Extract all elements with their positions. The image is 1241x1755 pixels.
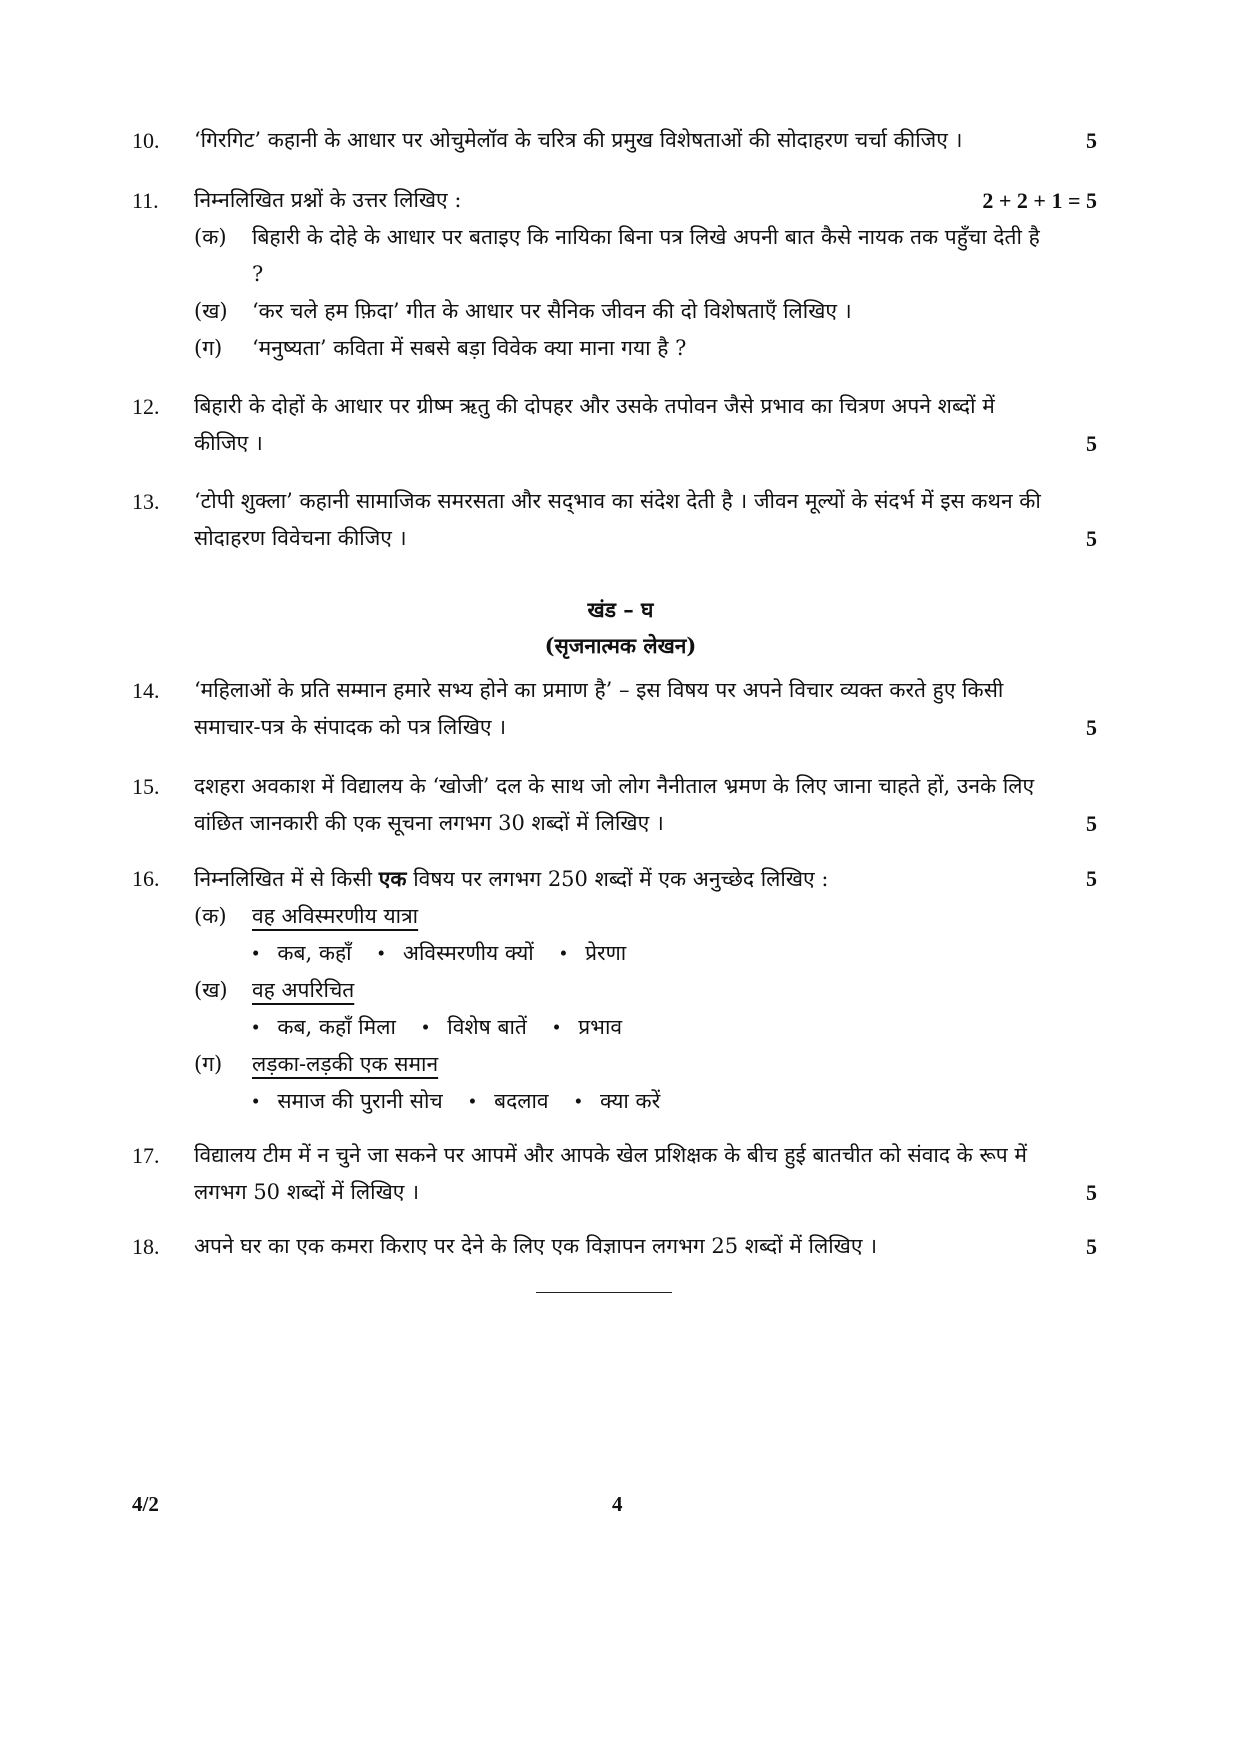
sub-question	[194, 219, 1051, 293]
question-18	[132, 1228, 1097, 1265]
topic-option	[194, 898, 1051, 935]
sub-question-label: (ख)	[194, 299, 228, 323]
sub-question	[194, 293, 1051, 330]
question-text: अपने घर का एक कमरा किराए पर देने के लिए एक विज्ञापन लगभग 25 शब्दों में लिखिए ।	[194, 1234, 878, 1258]
question-text: निम्नलिखित प्रश्नों के उत्तर लिखिए :	[194, 188, 462, 212]
topic-point: • अविस्मरणीय क्यों	[378, 935, 534, 972]
question-13	[132, 483, 1097, 557]
sub-question	[194, 330, 1051, 367]
topic-label: (ख)	[194, 978, 228, 1002]
question-text: ‘महिलाओं के प्रति सम्मान हमारे सभ्य होने का प्रमाण है’ – इस विषय पर अपने विचार व्यक्त करते हुए किसी समाचार-पत्र के संपादक को पत्र लिखिए ।	[194, 678, 1004, 739]
topic-point: • कब, कहाँ	[252, 935, 352, 972]
topic-label: (क)	[194, 904, 227, 928]
topic-point: • विशेष बातें	[422, 1009, 527, 1046]
sub-question-label: (क)	[194, 225, 227, 249]
question-number: 18.	[132, 1234, 160, 1259]
marks: 5	[1086, 715, 1097, 740]
marks: 5	[1086, 1234, 1097, 1259]
marks: 5	[1086, 431, 1097, 456]
end-divider	[536, 1292, 672, 1293]
topic-title: लड़का-लड़की एक समान	[252, 1052, 439, 1076]
topic-points	[252, 935, 1051, 972]
question-11	[132, 182, 1097, 367]
topic-label: (ग)	[194, 1052, 223, 1076]
marks: 5	[1086, 526, 1097, 551]
question-number: 17.	[132, 1143, 160, 1168]
question-14	[132, 672, 1097, 746]
section-subtitle: (सृजनात्मक लेखन)	[544, 633, 697, 658]
question-number: 12.	[132, 394, 160, 419]
topic-point: • बदलाव	[469, 1083, 549, 1120]
sub-question-text: बिहारी के दोहे के आधार पर बताइए कि नायिका बिना पत्र लिखे अपनी बात कैसे नायक तक पहुँचा देती है ?	[252, 225, 1040, 286]
question-text: बिहारी के दोहों के आधार पर ग्रीष्म ऋतु की दोपहर और उसके तपोवन जैसे प्रभाव का चित्रण अपने शब्दों में कीजिए ।	[194, 394, 995, 455]
topic-point: • क्या करें	[575, 1083, 661, 1120]
question-number: 14.	[132, 678, 160, 703]
topic-points	[252, 1083, 1051, 1120]
topic-points	[252, 1009, 1051, 1046]
question-10	[132, 122, 1097, 159]
question-17	[132, 1137, 1097, 1211]
question-12	[132, 388, 1097, 462]
topic-option	[194, 1046, 1051, 1083]
topic-point: • कब, कहाँ मिला	[252, 1009, 396, 1046]
sub-question-text: ‘मनुष्यता’ कविता में सबसे बड़ा विवेक क्या माना गया है ?	[252, 336, 687, 360]
topic-title: वह अपरिचित	[252, 978, 355, 1002]
topic-point: • समाज की पुरानी सोच	[252, 1083, 443, 1120]
question-16	[132, 860, 1097, 1120]
question-15	[132, 768, 1097, 842]
sub-question-label: (ग)	[194, 336, 223, 360]
question-text: ‘टोपी शुक्ला’ कहानी सामाजिक समरसता और सद्‌भाव का संदेश देती है । जीवन मूल्यों के संदर्भ में इस कथन की सोदाहरण विवेचना कीजिए ।	[194, 489, 1041, 550]
topic-point: • प्रेरणा	[560, 935, 627, 972]
marks: 5	[1086, 1180, 1097, 1205]
question-number: 15.	[132, 774, 160, 799]
question-number: 13.	[132, 489, 160, 514]
page-number: 4	[612, 1492, 623, 1516]
marks-breakdown: 2 + 2 + 1 = 5	[982, 188, 1097, 213]
section-title: खंड – घ	[587, 597, 654, 622]
question-text-emphasis: एक	[378, 866, 407, 891]
topic-title: वह अविस्मरणीय यात्रा	[252, 904, 419, 928]
topic-point: • प्रभाव	[553, 1009, 622, 1046]
question-text: विद्यालय टीम में न चुने जा सकने पर आपमें और आपके खेल प्रशिक्षक के बीच हुई बातचीत को संवाद के रूप में लगभग 50 शब्दों में लिखिए ।	[194, 1143, 1027, 1204]
question-number: 11.	[132, 188, 159, 213]
sub-question-text: ‘कर चले हम फ़िदा’ गीत के आधार पर सैनिक जीवन की दो विशेषताएँ लिखिए ।	[252, 299, 852, 323]
marks: 5	[1086, 128, 1097, 153]
question-text-end: विषय पर लगभग 250 शब्दों में एक अनुच्छेद लिखिए :	[413, 867, 829, 891]
question-text: ‘गिरगिट’ कहानी के आधार पर ओचुमेलॉव के चरित्र की प्रमुख विशेषताओं की सोदाहरण चर्चा कीजिए ।	[194, 128, 963, 152]
topic-option	[194, 972, 1051, 1009]
paper-code: 4/2	[132, 1492, 159, 1516]
question-text: दशहरा अवकाश में विद्यालय के ‘खोजी’ दल के साथ जो लोग नैनीताल भ्रमण के लिए जाना चाहते हों, उनके लिए वांछित जानकारी की एक सूचना लगभग 30 शब्दों में लिखिए ।	[194, 774, 1035, 835]
question-number: 16.	[132, 866, 160, 891]
marks: 5	[1086, 811, 1097, 836]
marks: 5	[1086, 866, 1097, 891]
question-number: 10.	[132, 128, 160, 153]
question-text-start: निम्नलिखित में से किसी	[194, 867, 373, 891]
